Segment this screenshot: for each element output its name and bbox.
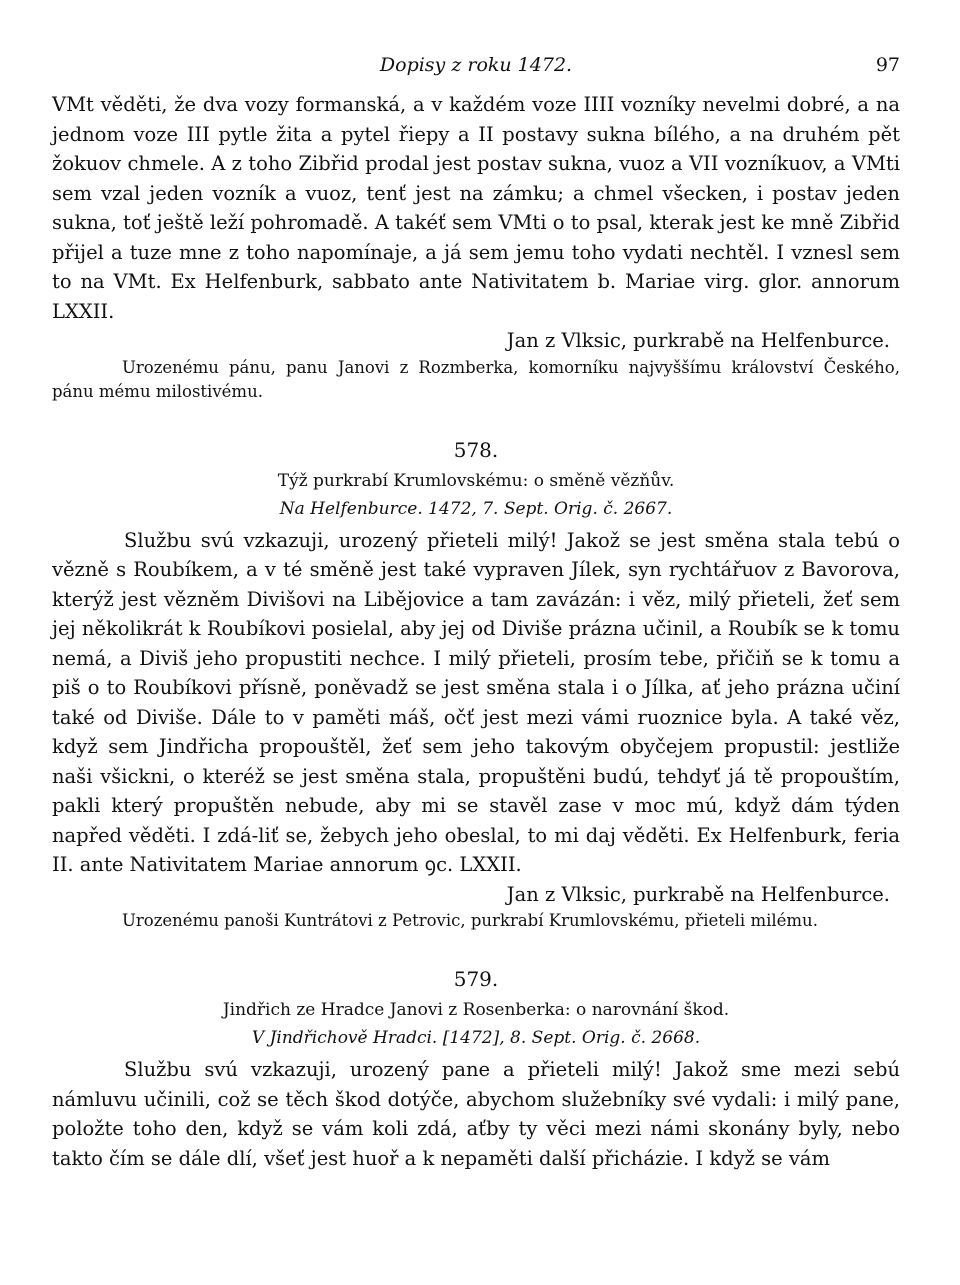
letter-title: Jindřich ze Hradce Janovi z Rosenberka: o narovnání škod. (222, 1000, 730, 1020)
letter-579 (52, 961, 900, 1173)
page-number: 97 (875, 54, 900, 76)
continuation-address: Urozenému pánu, panu Janovi z Rozmberka, komorníku najvyššímu království Českého, pánu mému milostivému. (52, 357, 900, 401)
letter-578 (52, 432, 900, 934)
letter-text: Službu svú vzkazuji, urozený přieteli milý! Jakož se jest směna stala tebú o vězně s Roubíkem, a v té směně jest také vypraven Jílek, syn rychtářuov z Bavorova, kterýž jest vězněm Divišovi na Libějovice a tam zavázán: i věz, milý přieteli, žeť sem jej několikrát k Roubíkovi posielal, aby jej od Diviše prázna učinil, a Roubík se k tomu nemá, a Diviš jeho propustiti nechce. I milý přieteli, prosím tebe, přičiň se k tomu a piš o to Roubíkovi přísně, poněvadž se jest směna stala i o Jílka, ať jeho prázna učiní také od Diviše. Dále to v paměti máš, očť jest mezi vámi ruoznice byla. A také věz, když sem Jindřicha propouštěl, žeť sem jeho takovým obyčejem propustil: jestliže naši všickni, o kteréž se jest směna stala, propuštěni budú, tehdyť já tě propouštím, pakli který propuštěn nebude, aby mi se stavěl zase v moc mú, když dám týden napřed věděti. I zdá-liť se, žebych jeho obeslal, to mi daj věděti. Ex Helfenburk, feria II. ante Nativitatem Mariae annorum ꝯc. LXXII. (52, 528, 900, 876)
letter-source: V Jindřichově Hradci. [1472], 8. Sept. Orig. č. 2668. (251, 1028, 701, 1048)
letter-number: 579. (453, 967, 499, 991)
letter-text: Službu svú vzkazuji, urozený pane a přieteli milý! Jakož sme mezi sebú námluvu učinili, což se těch škod dotýče, abychom služebníky své vydali: i milý pane, položte toho den, když se vám koli zdá, aťby ty věci mezi námi skonány byly, nebo takto čím se dále dlí, všeť jest huoř a k nepaměti další přicházie. I když se vám (52, 1058, 900, 1170)
page-header (52, 54, 900, 90)
letter-title: Týž purkrabí Krumlovskému: o směně vězňův. (277, 470, 675, 491)
letter-signature: Jan z Vlksic, purkrabě na Helfenburce. (506, 882, 890, 906)
letter-address: Urozenému panoši Kuntrátovi z Petrovic, purkrabí Krumlovskému, přieteli milému. (122, 911, 818, 930)
document-page (52, 54, 900, 1173)
continuation-signature: Jan z Vlksic, purkrabě na Helfenburce. (506, 329, 890, 352)
continuation-text: VMt věděti, že dva vozy formanská, a v každém voze IIII vozníky nevelmi dobré, a na jednom voze III pytle žita a pytel řiepy a II postavy sukna bílého, a na druhém pět žokuov chmele. A z toho Zibřid prodal jest postav sukna, vuoz a VII vozníkuov, a VMti sem vzal jeden vozník a vuoz, tenť jest na zámku; a chmel všecken, i postav jeden sukna, toť ještě leží pohromadě. A takéť sem VMti o to psal, kterak jest ke mně Zibřid přijel a tuze mne z toho napomínaje, a já sem jemu toho vydati nechtěl. I vznesl sem to na VMt. Ex Helfenburk, sabbato ante Nativitatem b. Mariae virg. glor. annorum LXXII. (52, 93, 900, 323)
letter-number: 578. (453, 437, 499, 462)
running-title: Dopisy z roku 1472. (379, 54, 573, 76)
letter-source: Na Helfenburce. 1472, 7. Sept. Orig. č. 2667. (279, 498, 673, 519)
